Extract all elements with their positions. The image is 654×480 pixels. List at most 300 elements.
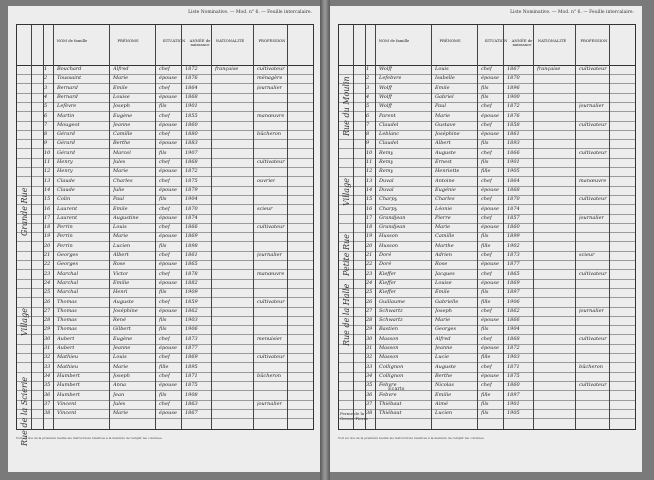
left-cell: Martin (57, 112, 75, 119)
left-cell: Georges (57, 261, 79, 268)
left-cell: journalier (257, 252, 282, 258)
left-cell: épouse (159, 233, 177, 240)
left-cell: cultivateur (257, 224, 285, 231)
right-row-number: 9 (366, 140, 370, 147)
right-column-header: ANNÉE de naissance (511, 38, 533, 47)
right-row-number: 10 (366, 149, 373, 156)
right-row-number: 6 (366, 112, 370, 119)
left-cell: ménagère (257, 75, 283, 82)
right-cell: Eugénie (435, 186, 456, 193)
right-cell: 1905 (507, 410, 520, 417)
left-row-number: 34 (44, 372, 51, 379)
right-row-number: 37 (366, 400, 373, 407)
right-row-number: 29 (366, 326, 373, 333)
left-row-number: 10 (44, 149, 51, 156)
left-cell: épouse (159, 279, 177, 286)
left-cell: 1880 (185, 131, 198, 138)
right-row-number: 8 (366, 131, 370, 138)
right-cell: 1868 (507, 335, 520, 342)
right-cell: Doré (379, 252, 392, 258)
right-cell: Alfred (435, 335, 451, 342)
left-cell: Berthe (113, 140, 131, 147)
left-cell: 1867 (185, 410, 198, 417)
left-row-number: 35 (44, 382, 51, 389)
left-cell: chef (159, 66, 170, 72)
right-row-number: 24 (366, 279, 373, 286)
right-cell: 1902 (507, 242, 520, 249)
right-page-rows (339, 65, 635, 429)
right-cell: chef (481, 177, 492, 184)
right-cell: chef (481, 270, 492, 277)
left-row-number: 3 (44, 84, 48, 91)
right-cell: Masson (379, 354, 399, 361)
right-row-number: 35 (366, 382, 373, 389)
right-cell: Lucien (435, 410, 453, 417)
right-cell: 1862 (507, 307, 520, 314)
right-cell: Jacques (435, 270, 455, 277)
right-page-caption: Liste Nominative. — Mod. n° 6. — Feuille intercalaire. (510, 10, 634, 15)
right-cell: 1900 (507, 93, 520, 100)
right-page-footnote: Voir au dos de la première feuille les instructions relatives à la manière de remplir les colonnes. (338, 436, 485, 440)
left-cell: Thomas (57, 298, 77, 305)
right-cell: Nicolas (435, 382, 454, 389)
left-cell: française (215, 66, 239, 72)
left-cell: 1882 (185, 279, 198, 286)
left-cell: Thomas (57, 307, 77, 314)
left-column-rule (155, 25, 156, 429)
right-cell: 1906 (507, 298, 520, 305)
right-cell: 1905 (507, 168, 520, 175)
left-cell: Marcel (113, 149, 131, 156)
right-cell: cultivateur (579, 270, 607, 277)
left-row-number: 21 (44, 252, 51, 258)
left-cell: Henri (113, 289, 128, 296)
right-cell: Parent (379, 112, 396, 119)
left-cell: chef (159, 372, 170, 379)
left-cell: Lefèvre (57, 103, 77, 110)
left-row-number: 18 (44, 224, 51, 231)
right-row-number: 3 (366, 84, 370, 91)
right-cell: Marie (435, 317, 451, 324)
right-cell: 1870 (507, 75, 520, 82)
right-cell: Pierre (435, 214, 451, 221)
right-cell: épouse (481, 345, 499, 351)
left-cell: Joseph (113, 372, 130, 379)
right-cell: fils (481, 93, 489, 100)
left-cell: Marchal (57, 279, 79, 286)
right-row-number: 30 (366, 335, 373, 342)
right-cell: 1897 (507, 289, 520, 296)
right-column-header: PROFESSION (580, 38, 608, 43)
left-cell: chef (159, 177, 170, 184)
right-cell: fils (481, 84, 489, 91)
right-cell: 1893 (507, 140, 520, 147)
left-cell: Jeanne (113, 121, 131, 128)
left-cell: journalier (257, 84, 282, 91)
right-cell: 1874 (507, 205, 520, 212)
left-cell: chef (159, 112, 170, 119)
left-row-number: 25 (44, 289, 51, 296)
left-cell: manœuvre (257, 112, 285, 119)
right-cell: fils (481, 289, 489, 296)
left-cell: Marie (113, 233, 129, 240)
left-cell: Emile (113, 84, 128, 91)
left-row-number: 17 (44, 214, 51, 221)
left-cell: 1868 (185, 93, 198, 100)
left-column-rule (53, 25, 54, 429)
right-cell: Schwartz (379, 307, 403, 314)
right-row-number: 15 (366, 196, 373, 203)
left-cell: 1906 (185, 326, 198, 333)
left-cell: 1868 (185, 159, 198, 165)
left-cell: 1861 (185, 252, 198, 258)
left-cell: 1909 (185, 289, 198, 296)
left-cell: Rose (113, 261, 126, 268)
right-cell: épouse (481, 131, 499, 138)
left-cell: cultivateur (257, 298, 285, 305)
left-cell: 1895 (185, 363, 198, 370)
left-cell: 1872 (185, 66, 198, 72)
left-column-rule (287, 25, 288, 429)
right-cell: épouse (481, 75, 499, 82)
left-cell: René (113, 317, 126, 324)
right-section-label-0: Village (342, 178, 351, 206)
left-cell: manœuvre (257, 270, 285, 277)
left-cell: Paul (113, 196, 124, 203)
left-cell: épouse (159, 121, 177, 128)
right-cell: 1873 (507, 252, 520, 258)
left-cell: épouse (159, 345, 177, 351)
left-row-number: 20 (44, 242, 51, 249)
right-column-rule (365, 25, 366, 429)
left-row-number: 5 (44, 103, 48, 110)
left-cell: épouse (159, 382, 177, 389)
right-cell: Wolff (379, 93, 392, 100)
right-cell: Kieffer (379, 289, 397, 296)
right-cell: fils (481, 140, 489, 147)
left-cell: Vincent (57, 410, 77, 417)
left-row-number: 15 (44, 196, 51, 203)
left-cell: Henry (57, 159, 73, 165)
left-cell: fils (159, 289, 167, 296)
right-cell: Émile (435, 289, 450, 296)
left-cell: 1903 (185, 317, 198, 324)
right-row-number: 4 (366, 93, 370, 100)
right-cell: Claudel (379, 121, 399, 128)
left-cell: Georges (57, 252, 79, 258)
left-cell: chef (159, 298, 170, 305)
right-cell: 1901 (507, 400, 520, 407)
right-cell: chef (481, 121, 492, 128)
left-cell: Thomas (57, 317, 77, 324)
left-row-number: 23 (44, 270, 51, 277)
left-cell: Marie (113, 75, 129, 82)
right-column-header: NOM de famille (378, 38, 410, 43)
left-cell: Perrin (57, 242, 73, 249)
right-row-number: 19 (366, 233, 373, 240)
right-cell: chef (481, 66, 492, 72)
right-cell: Isabelle (435, 75, 455, 82)
left-cell: fils (159, 326, 167, 333)
right-cell: 1860 (507, 224, 520, 231)
left-column-rule (31, 25, 32, 429)
left-cell: Marchal (57, 289, 79, 296)
left-cell: Aubert (57, 345, 75, 351)
right-cell: Claudel (379, 140, 399, 147)
right-cell: épouse (481, 224, 499, 231)
left-cell: 1860 (185, 121, 198, 128)
right-row-number: 28 (366, 317, 373, 324)
right-cell: fille (481, 354, 491, 361)
left-cell: Victor (113, 270, 129, 277)
right-cell: Collignon (379, 363, 404, 370)
left-page-table (16, 24, 314, 430)
right-cell: Masson (379, 345, 399, 351)
right-row-number: 16 (366, 205, 373, 212)
left-cell: Mathieu (57, 354, 79, 361)
left-cell: chef (159, 335, 170, 342)
right-cell: journalier (579, 103, 604, 110)
left-cell: fils (159, 391, 167, 398)
table-row (339, 409, 635, 419)
left-cell: 1859 (185, 298, 198, 305)
left-cell: épouse (159, 261, 177, 268)
right-cell: Grandjean (379, 224, 406, 231)
right-cell: Lucie (435, 354, 449, 361)
right-cell: Marie (435, 224, 451, 231)
right-cell: cultivateur (579, 149, 607, 156)
left-cell: Laurent (57, 214, 78, 221)
right-cell: fille (481, 298, 491, 305)
right-cell: 1864 (507, 177, 520, 184)
left-cell: Humbert (57, 372, 80, 379)
right-row-number: 25 (366, 289, 373, 296)
right-cell: fille (481, 168, 491, 175)
left-row-number: 16 (44, 205, 51, 212)
left-cell: épouse (159, 307, 177, 314)
right-cell: Collignon (379, 372, 404, 379)
right-cell: journalier (579, 214, 604, 221)
right-cell: Rose (435, 261, 448, 268)
left-row-number: 6 (44, 112, 48, 119)
right-cell: 1904 (507, 326, 520, 333)
left-cell: 1878 (185, 270, 198, 277)
left-cell: Emile (113, 205, 128, 212)
left-section-label-0: Village (20, 308, 29, 336)
left-cell: 1862 (185, 307, 198, 314)
right-cell: Charpy (379, 205, 398, 212)
left-cell: 1876 (185, 75, 198, 82)
left-cell: Jules (113, 400, 126, 407)
right-cell: 1901 (507, 159, 520, 165)
left-cell: Louis (113, 224, 127, 231)
right-cell: 1866 (507, 149, 520, 156)
right-section-label-5: Ferme de la Grosse-Pierre (340, 411, 368, 421)
right-cell: fils (481, 410, 489, 417)
left-row-number: 28 (44, 317, 51, 324)
right-cell: 1861 (507, 131, 520, 138)
left-cell: Joseph (113, 103, 130, 110)
left-row-number: 9 (44, 140, 48, 147)
right-row-number: 18 (366, 224, 373, 231)
right-column-rule (431, 25, 432, 429)
right-row-number: 14 (366, 186, 373, 193)
right-cell: Charles (435, 196, 455, 203)
right-column-rule (477, 25, 478, 429)
right-row-number: 2 (366, 75, 370, 82)
right-row-number: 31 (366, 345, 373, 351)
left-row-number: 31 (44, 345, 51, 351)
right-page-table (338, 24, 636, 430)
right-cell: cultivateur (579, 66, 607, 72)
left-cell: journalier (257, 400, 282, 407)
right-row-number: 21 (366, 252, 373, 258)
right-row-number: 34 (366, 372, 373, 379)
left-cell: chef (159, 252, 170, 258)
right-row-number: 22 (366, 261, 373, 268)
left-cell: épouse (159, 75, 177, 82)
right-cell: Louise (435, 279, 452, 286)
left-cell: Eugène (113, 112, 133, 119)
left-column-header: PRÉNOMS (117, 38, 139, 43)
right-cell: épouse (481, 186, 499, 193)
right-column-header: SITUATION (484, 38, 508, 43)
left-cell: Marie (113, 168, 129, 175)
right-cell: 1857 (507, 214, 520, 221)
right-row-number: 5 (366, 103, 370, 110)
left-row-number: 2 (44, 75, 48, 82)
left-cell: 1875 (185, 382, 198, 389)
right-cell: 1872 (507, 345, 520, 351)
left-cell: épouse (159, 186, 177, 193)
left-cell: bûcheron (257, 372, 282, 379)
right-cell: chef (481, 103, 492, 110)
left-cell: 1875 (185, 177, 198, 184)
left-column-header: PROFESSION (258, 38, 286, 43)
left-row-number: 29 (44, 326, 51, 333)
left-cell: chef (159, 131, 170, 138)
left-row-number: 38 (44, 410, 51, 417)
left-cell: 1869 (185, 233, 198, 240)
left-cell: Claude (57, 177, 75, 184)
right-cell: chef (481, 307, 492, 314)
left-cell: cultivateur (257, 159, 285, 165)
right-cell: chef (481, 363, 492, 370)
right-cell: Grandjean (379, 214, 406, 221)
right-cell: Gabriel (435, 93, 454, 100)
right-cell: 1858 (507, 121, 520, 128)
right-cell: épouse (481, 205, 499, 212)
right-section-label-3: Rue de la Halle (342, 283, 351, 346)
right-cell: Albert (435, 140, 451, 147)
right-cell: Wolff (379, 66, 392, 72)
left-cell: Joséphine (113, 307, 138, 314)
left-cell: menuisier (257, 335, 283, 342)
right-cell: Léonie (435, 205, 453, 212)
left-cell: 1864 (185, 84, 198, 91)
right-row-number: 36 (366, 391, 373, 398)
right-cell: épouse (481, 112, 499, 119)
right-cell: Remy (379, 149, 394, 156)
left-cell: Gilbert (113, 326, 131, 333)
left-cell: épouse (159, 93, 177, 100)
right-cell: chef (481, 149, 492, 156)
right-section-label-4: Écarts (388, 386, 405, 392)
left-cell: Jeanne (113, 345, 131, 351)
left-cell: Albert (113, 252, 129, 258)
right-cell: Thiébaut (379, 410, 402, 417)
left-cell: 1855 (185, 112, 198, 119)
right-cell: Leblanc (379, 131, 400, 138)
left-cell: Alfred (113, 66, 129, 72)
right-cell: 1870 (507, 196, 520, 203)
right-cell: épouse (481, 261, 499, 268)
left-column-header: ANNÉE de naissance (189, 38, 211, 47)
right-page-column-headers (339, 25, 635, 66)
right-column-rule (609, 25, 610, 429)
left-cell: 1872 (185, 168, 198, 175)
right-cell: Gabrielle (435, 298, 459, 305)
left-section-label-1: Grande Rue (20, 187, 29, 236)
right-column-header: PRÉNOMS (439, 38, 461, 43)
left-cell: fils (159, 149, 167, 156)
left-cell: Humbert (57, 391, 80, 398)
right-cell: 1897 (507, 391, 520, 398)
right-cell: française (537, 66, 561, 72)
left-cell: 1873 (185, 335, 198, 342)
right-cell: 1903 (507, 354, 520, 361)
left-cell: Gérard (57, 140, 75, 147)
right-row-number: 20 (366, 242, 373, 249)
right-column-header: NATIONALITÉ (537, 38, 567, 43)
right-cell: cultivateur (579, 121, 607, 128)
left-cell: bûcheron (257, 131, 282, 138)
left-cell: 1877 (185, 345, 198, 351)
right-row-number: 23 (366, 270, 373, 277)
right-column-rule (375, 25, 376, 429)
right-cell: fils (481, 326, 489, 333)
left-column-header: NOM de famille (56, 38, 88, 43)
left-cell: Henry (57, 168, 73, 175)
left-row-number: 1 (44, 66, 48, 72)
left-column-rule (43, 25, 44, 429)
left-cell: Eugène (113, 335, 133, 342)
right-cell: Charpy (379, 196, 398, 203)
right-cell: chef (481, 335, 492, 342)
left-cell: 1901 (185, 103, 198, 110)
right-cell: Berthe (435, 372, 453, 379)
right-cell: Emile (435, 84, 450, 91)
left-cell: chef (159, 400, 170, 407)
right-cell: fille (481, 242, 491, 249)
right-row-number: 32 (366, 354, 373, 361)
right-cell: Marthe (435, 242, 454, 249)
left-row-number: 24 (44, 279, 51, 286)
left-cell: cultivateur (257, 66, 285, 72)
left-cell: Lucien (113, 242, 131, 249)
right-cell: 1872 (507, 103, 520, 110)
left-cell: 1865 (185, 261, 198, 268)
right-section-label-2: Petite Rue (342, 234, 351, 276)
left-row-number: 8 (44, 131, 48, 138)
left-cell: épouse (159, 410, 177, 417)
left-row-number: 36 (44, 391, 51, 398)
right-cell: Auguste (435, 363, 456, 370)
right-cell: Gustave (435, 121, 456, 128)
left-cell: Claude (57, 186, 75, 193)
right-cell: 1865 (507, 270, 520, 277)
right-cell: épouse (481, 279, 499, 286)
